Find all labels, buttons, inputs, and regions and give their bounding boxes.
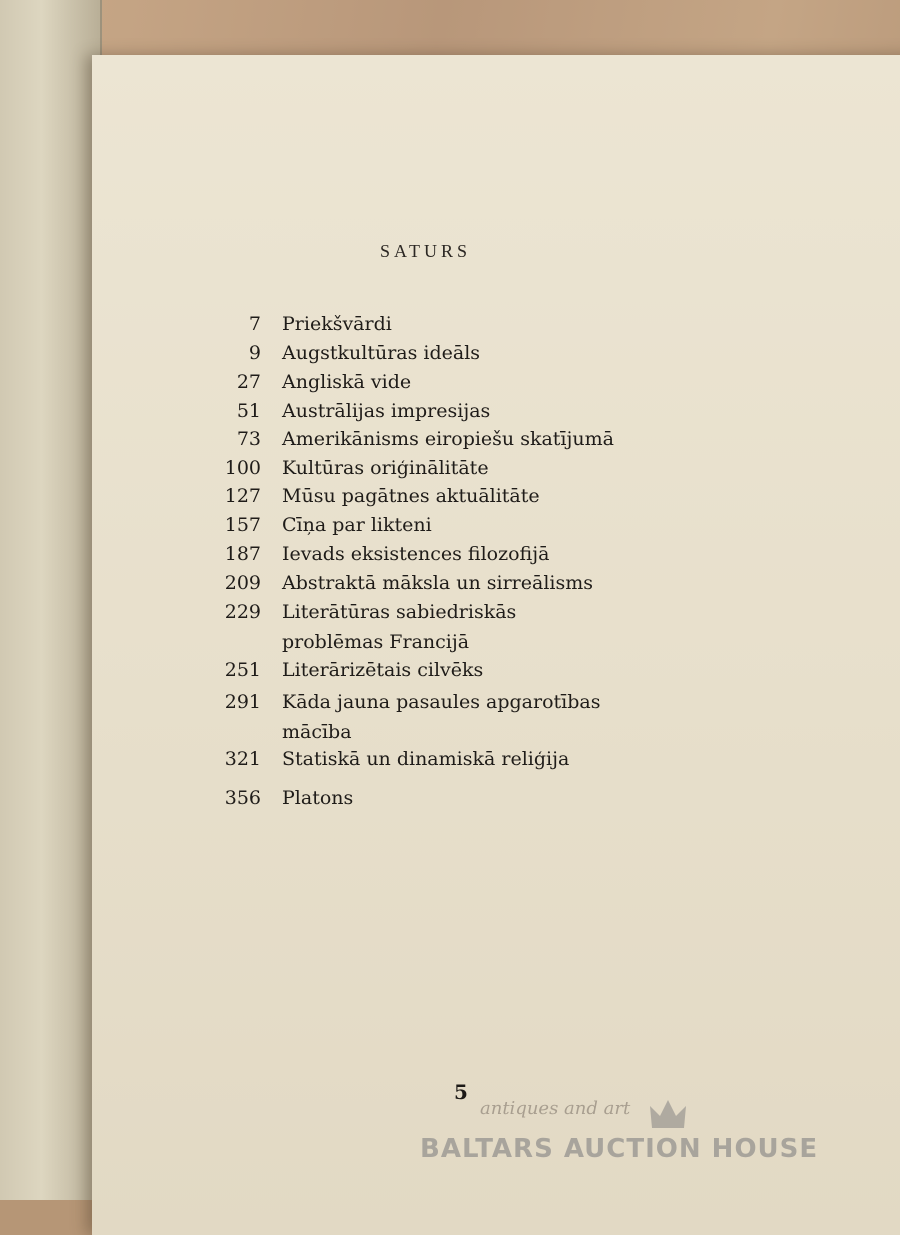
toc-title: Mūsu pagātnes aktuālitāte bbox=[282, 485, 540, 507]
toc-title: Ievads eksistences filozofijā bbox=[282, 543, 550, 565]
toc-page-number: 127 bbox=[224, 485, 261, 507]
toc-title: Austrālijas impresijas bbox=[282, 400, 491, 422]
toc-page-number: 251 bbox=[224, 659, 261, 681]
toc-title: Cīņa par likteni bbox=[282, 514, 432, 536]
toc-page-number: 27 bbox=[236, 371, 261, 393]
toc-page-number: 9 bbox=[248, 342, 261, 364]
watermark-tagline: antiques and art bbox=[480, 1098, 631, 1119]
toc-page-number: 51 bbox=[236, 400, 261, 422]
watermark bbox=[420, 1098, 840, 1178]
toc-page-number: 100 bbox=[224, 457, 261, 479]
toc-title: Platons bbox=[282, 787, 354, 809]
toc-title: Angliskā vide bbox=[282, 371, 412, 393]
toc-page-number: 229 bbox=[224, 601, 261, 623]
toc-page-number: 187 bbox=[224, 543, 261, 565]
toc-page-number: 73 bbox=[236, 428, 261, 450]
toc-title: Amerikānisms eiropiešu skatījumā bbox=[282, 428, 614, 450]
contents-heading: SATURS bbox=[380, 241, 472, 261]
toc-page-number: 7 bbox=[248, 313, 261, 335]
toc-title: Kultūras oriģinālitāte bbox=[282, 457, 489, 479]
page-number: 5 bbox=[454, 1080, 468, 1104]
watermark-name: BALTARS AUCTION HOUSE bbox=[420, 1134, 819, 1164]
toc-title: Literātūras sabiedriskās problēmas Francijā bbox=[282, 601, 517, 653]
toc-page-number: 356 bbox=[224, 787, 261, 809]
toc-page-number: 157 bbox=[224, 514, 261, 536]
toc-page-number: 321 bbox=[224, 748, 261, 770]
toc-title: Augstkultūras ideāls bbox=[282, 342, 481, 364]
toc-title: Kāda jauna pasaules apgarotības mācība bbox=[282, 691, 601, 743]
toc-title: Abstraktā māksla un sirreālisms bbox=[282, 572, 593, 594]
toc-page-number: 209 bbox=[224, 572, 261, 594]
crown-icon bbox=[648, 1098, 688, 1132]
toc-page-number: 291 bbox=[224, 691, 261, 713]
previous-page-edge bbox=[0, 0, 102, 1200]
toc-title: Statiskā un dinamiskā reliģija bbox=[282, 748, 570, 770]
toc-title: Literārizētais cilvēks bbox=[282, 659, 484, 681]
toc-title: Priekšvārdi bbox=[282, 313, 392, 335]
